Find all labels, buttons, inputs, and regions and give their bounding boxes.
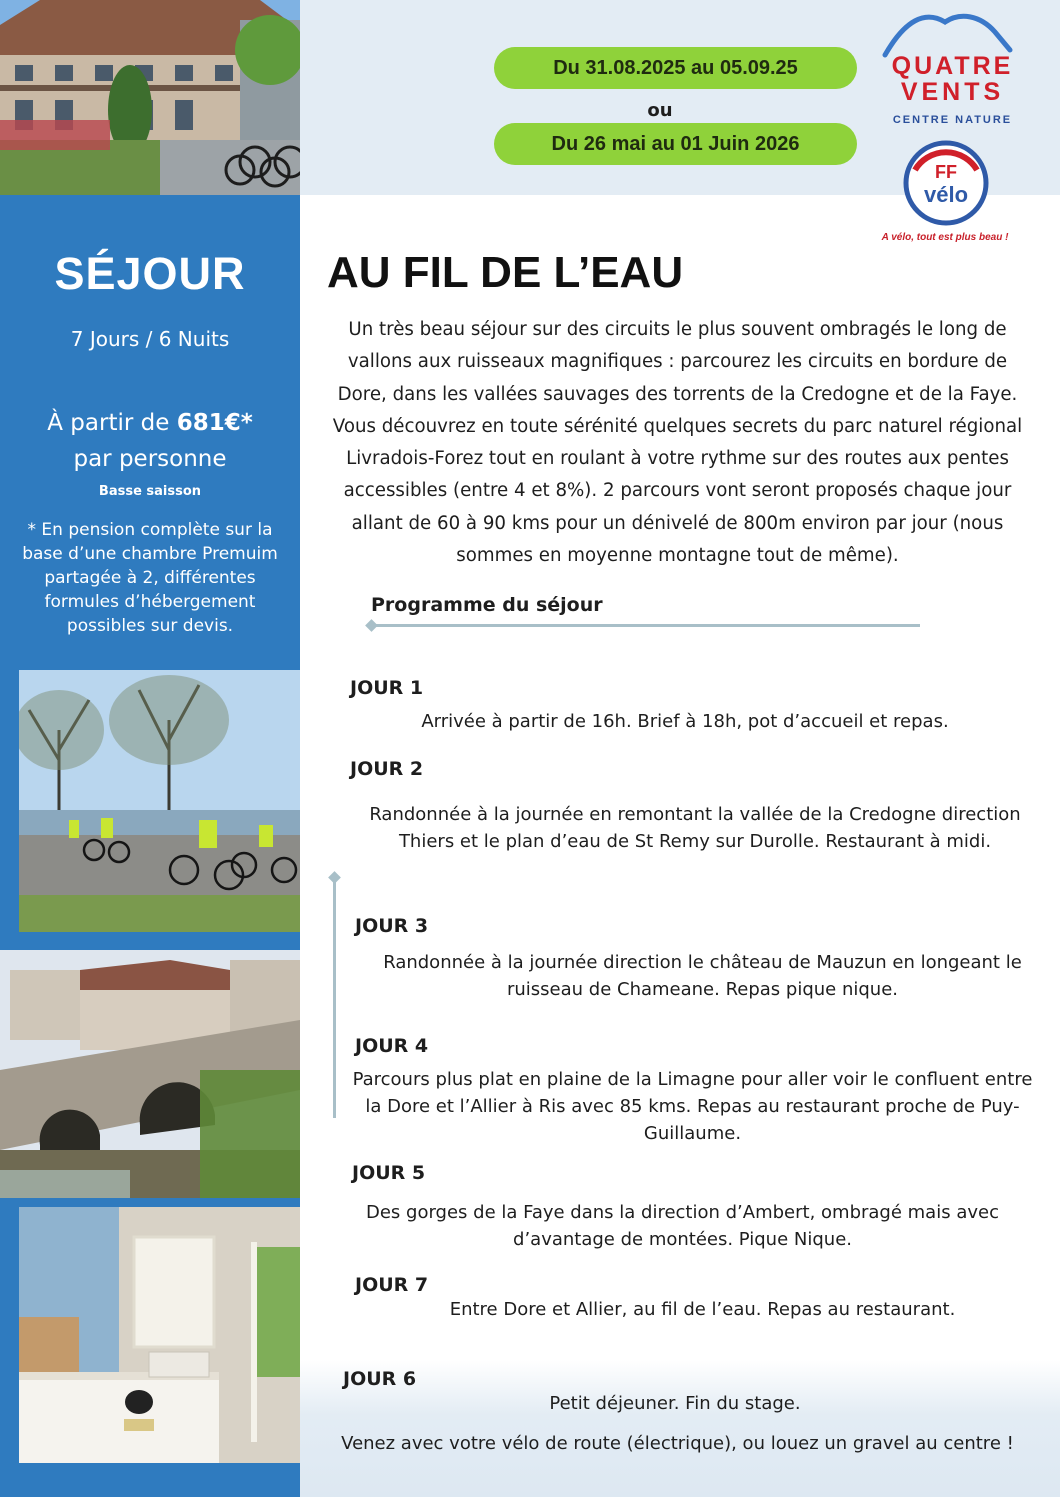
- price-suffix: par personne: [73, 446, 227, 472]
- day-title: JOUR 4: [355, 1035, 429, 1057]
- sidebar-season: Basse saisson: [98, 484, 202, 499]
- quatre-vents-subtitle: CENTRE NATURE: [892, 114, 1013, 126]
- price-prefix: À partir de: [47, 410, 177, 436]
- programme-divider-dot: [365, 619, 378, 632]
- sidebar-title: SÉJOUR: [54, 248, 246, 299]
- day-title: JOUR 3: [355, 915, 429, 937]
- programme-divider: [372, 624, 920, 627]
- date-pill-2025: Du 31.08.2025 au 05.09.25: [494, 47, 857, 89]
- day-title: JOUR 2: [350, 758, 424, 780]
- quatre-vents-logo: [880, 10, 1025, 140]
- day-title: JOUR 7: [355, 1274, 429, 1296]
- photo-cyclists-lake: [19, 670, 300, 932]
- sidebar-pension-note: * En pension complète sur la base d’une chambre Premuim partagée à 2, différentes formules d’hébergement possibles sur devis.: [22, 520, 278, 636]
- date-pill-2026: Du 26 mai au 01 Juin 2026: [494, 123, 857, 165]
- ffvelo-tagline: A vélo, tout est plus beau !: [881, 232, 1009, 243]
- day-text: Randonnée à la journée en remontant la vallée de la Credogne direction Thiers et le plan d’eau de St Remy sur Durolle. Restaurant à midi.: [369, 804, 1021, 852]
- timeline-dot: [328, 871, 341, 884]
- quatre-vents-line1: QUATRE: [891, 52, 1014, 80]
- or-label: ou: [647, 100, 673, 121]
- ffvelo-velo: vélo: [923, 182, 969, 207]
- day-title: JOUR 5: [352, 1162, 426, 1184]
- page-title: AU FIL DE L’EAU: [327, 248, 684, 297]
- day-title: JOUR 6: [343, 1368, 417, 1390]
- intro-paragraph: Un très beau séjour sur des circuits le plus souvent ombragés le long de vallons aux ruisseaux magnifiques : parcourez les circuits en bordure de Dore, dans les vallées sauvages des torrents de la Credogne et de la Faye. Vous découvrez en toute sérénité quelques secrets du parc naturel régional Livradois-Forez tout en roulant à votre rythme sur des routes aux pentes accessibles (entre 4 et 8%). 2 parcours vont seront proposés chaque jour allant de 60 à 90 kms pour un dénivelé de 800m environ par jour (nous sommes en moyenne montagne tout de même).: [332, 319, 1023, 567]
- day-text: Petit déjeuner. Fin du stage.: [549, 1393, 801, 1414]
- day-text: Des gorges de la Faye dans la direction d’Ambert, ombragé mais avec d’avantage de montées. Pique Nique.: [366, 1202, 999, 1250]
- timeline-line: [333, 876, 336, 1118]
- day-text: Arrivée à partir de 16h. Brief à 18h, pot d’accueil et repas.: [421, 711, 949, 732]
- photo-stone-bridge: [0, 950, 300, 1198]
- quatre-vents-line2: VENTS: [900, 78, 1005, 106]
- programme-title: Programme du séjour: [371, 594, 603, 616]
- sidebar-duration: 7 Jours / 6 Nuits: [70, 327, 230, 351]
- photo-bedroom: [19, 1207, 300, 1463]
- day-text: Parcours plus plat en plaine de la Limagne pour aller voir le confluent entre la Dore et l’Allier à Ris avec 85 kms. Repas au restaurant proche de Puy-Guillaume.: [352, 1069, 1033, 1144]
- ffvelo-logo: [875, 140, 1015, 245]
- sidebar-price: [0, 405, 300, 477]
- price-value: 681€*: [176, 410, 253, 436]
- footer-note: Venez avec votre vélo de route (électrique), ou louez un gravel au centre !: [341, 1433, 1014, 1454]
- day-text: Entre Dore et Allier, au fil de l’eau. Repas au restaurant.: [449, 1299, 956, 1320]
- day-text: Randonnée à la journée direction le château de Mauzun en longeant le ruisseau de Chameane. Repas pique nique.: [383, 952, 1022, 1000]
- ffvelo-ff: FF: [935, 162, 957, 182]
- day-title: JOUR 1: [350, 677, 424, 699]
- photo-lodging-building: [0, 0, 300, 195]
